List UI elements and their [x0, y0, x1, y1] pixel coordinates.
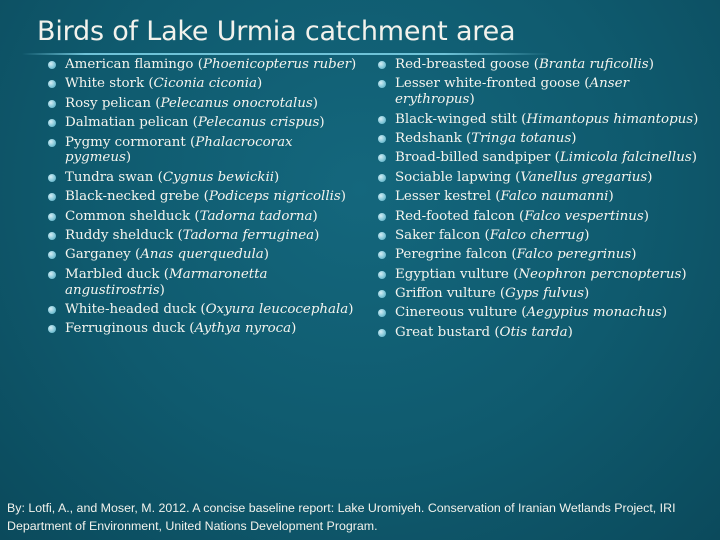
common-name: Egyptian vulture: [395, 266, 509, 282]
common-name: Redshank: [395, 130, 462, 146]
common-name: Pygmy cormorant: [65, 134, 186, 150]
scientific-name: Phoenicopterus ruber: [202, 57, 352, 72]
bird-list-left: [48, 57, 358, 341]
list-item: Great bustard (Otis tarda): [378, 325, 700, 341]
bullet-icon: [48, 119, 56, 127]
title-underline: [22, 53, 550, 55]
scientific-name: Tadorna tadorna: [199, 208, 313, 224]
common-name: Dalmatian pelican: [65, 115, 189, 131]
bullet-icon: [48, 139, 56, 147]
list-item: Sociable lapwing (Vanellus gregarius): [378, 170, 700, 186]
list-item: Ruddy shelduck (Tadorna ferruginea): [48, 228, 358, 244]
bullet-icon: [378, 116, 386, 124]
common-name: Great bustard: [395, 324, 491, 340]
list-item: Red-footed falcon (Falco vespertinus): [378, 209, 700, 225]
bullet-icon: [378, 193, 386, 201]
bullet-icon: [378, 251, 386, 259]
scientific-name: Otis tarda: [499, 324, 568, 340]
scientific-name: Marmaronetta angustirostris: [65, 266, 268, 298]
bullet-icon: [48, 80, 56, 88]
bird-list-right: [378, 57, 700, 344]
bullet-icon: [378, 61, 386, 69]
bullet-icon: [48, 325, 56, 333]
bullet-icon: [48, 100, 56, 108]
scientific-name: Vanellus gregarius: [520, 169, 648, 185]
list-item: Saker falcon (Falco cherrug): [378, 228, 700, 244]
bullet-icon: [48, 271, 56, 279]
scientific-name: Oxyura leucocephala: [205, 301, 349, 317]
bullet-icon: [48, 61, 56, 69]
common-name: American flamingo: [65, 57, 194, 72]
scientific-name: Neophron percnopterus: [518, 266, 682, 282]
list-item: Redshank (Tringa totanus): [378, 131, 700, 147]
bullet-icon: [378, 232, 386, 240]
common-name: Peregrine falcon: [395, 247, 508, 263]
list-item: White-headed duck (Oxyura leucocephala): [48, 302, 358, 318]
bullet-icon: [378, 290, 386, 298]
scientific-name: Aegypius monachus: [526, 305, 662, 321]
bullet-icon: [378, 329, 386, 337]
scientific-name: Falco peregrinus: [516, 247, 632, 263]
list-item: Garganey (Anas querquedula): [48, 247, 358, 263]
common-name: Garganey: [65, 247, 131, 263]
bullet-icon: [378, 135, 386, 143]
common-name: White-headed duck: [65, 301, 197, 317]
common-name: Saker falcon: [395, 227, 481, 243]
bullet-icon: [48, 174, 56, 182]
scientific-name: Tringa totanus: [471, 130, 572, 146]
bullet-icon: [378, 309, 386, 317]
list-item: White stork (Ciconia ciconia): [48, 76, 358, 92]
list-item: Common shelduck (Tadorna tadorna): [48, 209, 358, 225]
common-name: Red-breasted goose: [395, 57, 530, 72]
list-item: Peregrine falcon (Falco peregrinus): [378, 247, 700, 263]
list-item: Tundra swan (Cygnus bewickii): [48, 170, 358, 186]
bullet-icon: [48, 232, 56, 240]
scientific-name: Phalacrocorax pygmeus: [65, 134, 293, 166]
common-name: Tundra swan: [65, 169, 154, 185]
slide-title: Birds of Lake Urmia catchment area: [37, 16, 516, 47]
list-item: Black-necked grebe (Podiceps nigricollis): [48, 189, 358, 205]
scientific-name: Pelecanus onocrotalus: [160, 95, 313, 111]
scientific-name: Falco cherrug: [489, 227, 585, 243]
scientific-name: Anas querquedula: [140, 247, 264, 263]
list-item: Griffon vulture (Gyps fulvus): [378, 286, 700, 302]
common-name: Red-footed falcon: [395, 208, 515, 224]
list-item: Lesser white-fronted goose (Anser erythropus): [378, 76, 700, 108]
list-item: Egyptian vulture (Neophron percnopterus): [378, 267, 700, 283]
common-name: Rosy pelican: [65, 95, 152, 111]
scientific-name: Anser erythropus: [395, 76, 629, 108]
scientific-name: Falco vespertinus: [524, 208, 644, 224]
list-item: American flamingo (Phoenicopterus ruber): [48, 57, 358, 73]
source-credit: By: Lotfi, A., and Moser, M. 2012. A concise baseline report: Lake Uromiyeh. Conservation of Iranian Wetlands Project, IRI Department of Environment, United Nations Development Program.: [7, 501, 676, 533]
common-name: Black-winged stilt: [395, 111, 517, 127]
common-name: Broad-billed sandpiper: [395, 150, 551, 166]
bullet-icon: [48, 213, 56, 221]
title-bar: [0, 0, 720, 55]
scientific-name: Pelecanus crispus: [197, 115, 320, 131]
list-item: Pygmy cormorant (Phalacrocorax pygmeus): [48, 135, 358, 167]
scientific-name: Himantopus himantopus: [526, 111, 694, 127]
common-name: Griffon vulture: [395, 286, 496, 302]
list-item: Ferruginous duck (Aythya nyroca): [48, 321, 358, 337]
scientific-name: Ciconia ciconia: [153, 76, 258, 92]
bullet-icon: [378, 80, 386, 88]
bullet-icon: [378, 154, 386, 162]
common-name: Common shelduck: [65, 208, 191, 224]
common-name: Sociable lapwing: [395, 169, 511, 185]
list-item: Broad-billed sandpiper (Limicola falcinellus): [378, 150, 700, 166]
common-name: Black-necked grebe: [65, 189, 200, 205]
bullet-icon: [378, 174, 386, 182]
bullet-icon: [378, 271, 386, 279]
list-item: Marbled duck (Marmaronetta angustirostris): [48, 267, 358, 299]
scientific-name: Limicola falcinellus: [559, 150, 692, 166]
list-item: Rosy pelican (Pelecanus onocrotalus): [48, 96, 358, 112]
bullet-icon: [378, 213, 386, 221]
list-item: Red-breasted goose (Branta ruficollis): [378, 57, 700, 73]
common-name: White stork: [65, 76, 145, 92]
scientific-name: Aythya nyroca: [194, 321, 292, 337]
bullet-icon: [48, 251, 56, 259]
list-item: Black-winged stilt (Himantopus himantopus): [378, 112, 700, 128]
scientific-name: Branta ruficollis: [538, 57, 649, 72]
list-item: Cinereous vulture (Aegypius monachus): [378, 305, 700, 321]
scientific-name: Falco naumanni: [500, 189, 609, 205]
scientific-name: Podiceps nigricollis: [208, 189, 341, 205]
common-name: Ferruginous duck: [65, 321, 186, 337]
bullet-icon: [48, 306, 56, 314]
common-name: Lesser white-fronted goose: [395, 76, 581, 92]
scientific-name: Tadorna ferruginea: [182, 227, 315, 243]
common-name: Lesser kestrel: [395, 189, 492, 205]
bullet-icon: [48, 193, 56, 201]
scientific-name: Cygnus bewickii: [162, 169, 275, 185]
common-name: Cinereous vulture: [395, 305, 518, 321]
list-item: Dalmatian pelican (Pelecanus crispus): [48, 115, 358, 131]
list-item: Lesser kestrel (Falco naumanni): [378, 189, 700, 205]
common-name: Marbled duck: [65, 266, 160, 282]
common-name: Ruddy shelduck: [65, 227, 174, 243]
scientific-name: Gyps fulvus: [505, 286, 585, 302]
